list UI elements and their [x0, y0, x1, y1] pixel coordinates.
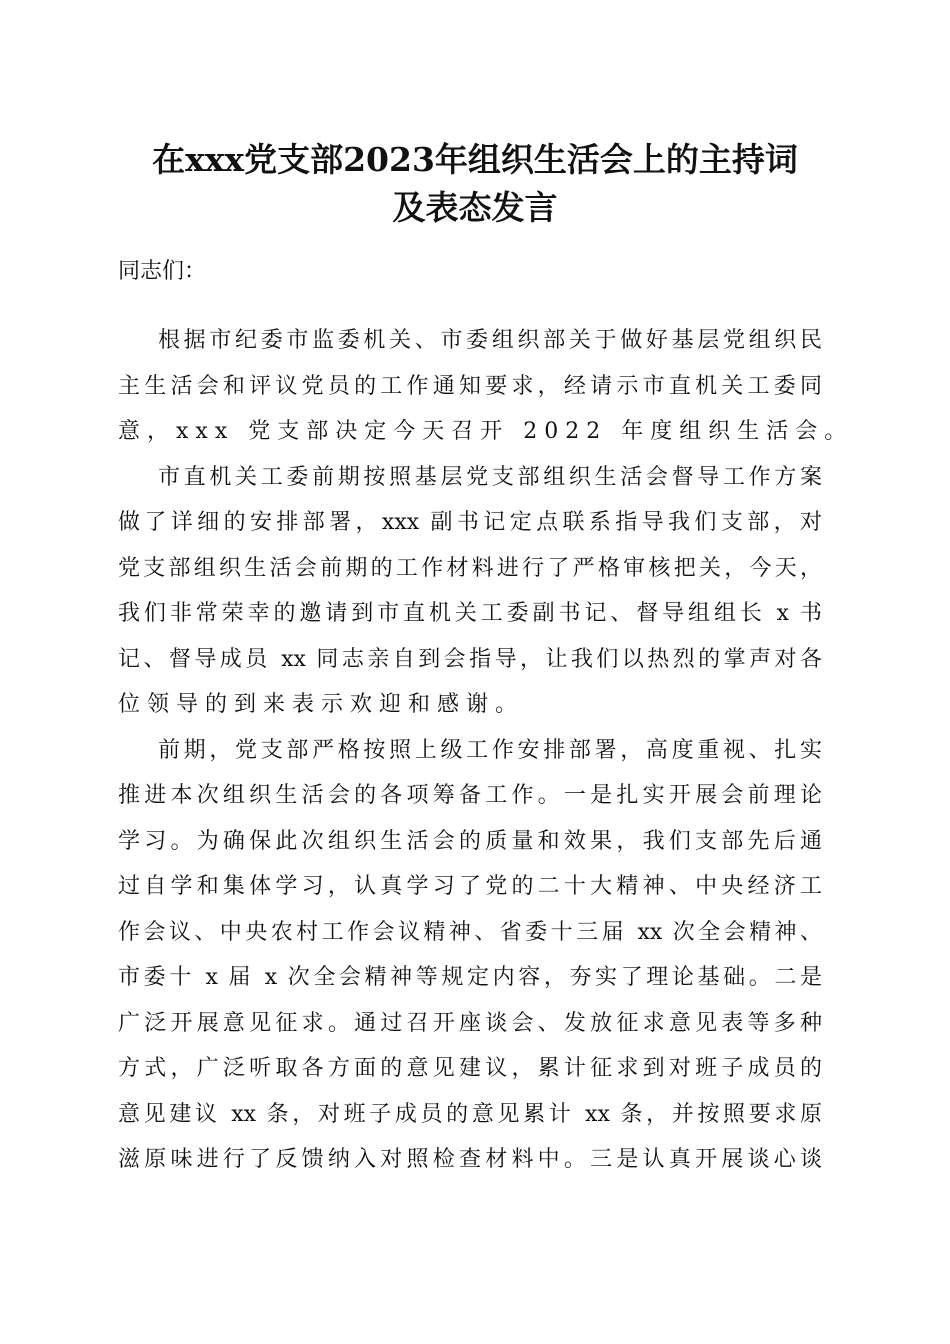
paragraph-line: 市委十 x 届 x 次全会精神等规定内容，夯实了理论基础。二是: [118, 965, 822, 990]
document-title: [0, 136, 950, 232]
paragraph-line: 过自学和集体学习，认真学习了党的二十大精神、中央经济工: [118, 874, 822, 899]
greeting: 同志们：: [118, 259, 207, 284]
paragraph: [118, 455, 822, 728]
paragraph-line: 党支部组织生活会前期的工作材料进行了严格审核把关，今天，: [118, 555, 822, 581]
paragraph-line: 主生活会和评议党员的工作通知要求，经请示市直机关工委同: [118, 373, 822, 399]
paragraph-line: 作会议、中央农村工作会议精神、省委十三届 xx 次全会精神、: [118, 919, 822, 945]
paragraph-line: 市直机关工委前期按照基层党支部组织生活会督导工作方案: [158, 464, 822, 490]
paragraph-line: 意见建议 xx 条，对班子成员的意见累计 xx 条，并按照要求原: [118, 1101, 822, 1127]
paragraph: [118, 728, 822, 1183]
paragraph-line: 滋原味进行了反馈纳入对照检查材料中。三是认真开展谈心谈: [118, 1147, 822, 1172]
paragraph-line: 我们非常荣幸的邀请到市直机关工委副书记、督导组组长 x 书: [118, 601, 822, 626]
paragraph-line: 意，xxx 党支部决定今天召开 2022 年度组织生活会。: [118, 419, 854, 444]
paragraph-line: 方式，广泛听取各方面的意见建议，累计征求到对班子成员的: [118, 1056, 822, 1081]
paragraph-line: 根据市纪委市监委机关、市委组织部关于做好基层党组织民: [158, 328, 822, 353]
paragraph-line: 前期，党支部严格按照上级工作安排部署，高度重视、扎实: [158, 737, 822, 763]
title-line-2: 及表态发言: [392, 188, 558, 227]
document-body: [118, 318, 854, 1183]
paragraph-line: 广泛开展意见征求。通过召开座谈会、发放征求意见表等多种: [118, 1010, 822, 1036]
title-line-1: 在xxx党支部2023年组织生活会上的主持词: [152, 140, 798, 179]
paragraph: [118, 318, 854, 455]
paragraph-line: 位领导的到来表示欢迎和感谢。: [118, 692, 525, 717]
paragraph-line: 做了详细的安排部署，xxx 副书记定点联系指导我们支部，对: [118, 510, 822, 535]
paragraph-line: 记、督导成员 xx 同志亲自到会指导，让我们以热烈的掌声对各: [118, 646, 822, 672]
paragraph-line: 学习。为确保此次组织生活会的质量和效果，我们支部先后通: [118, 828, 822, 854]
paragraph-line: 推进本次组织生活会的各项筹备工作。一是扎实开展会前理论: [118, 783, 822, 808]
